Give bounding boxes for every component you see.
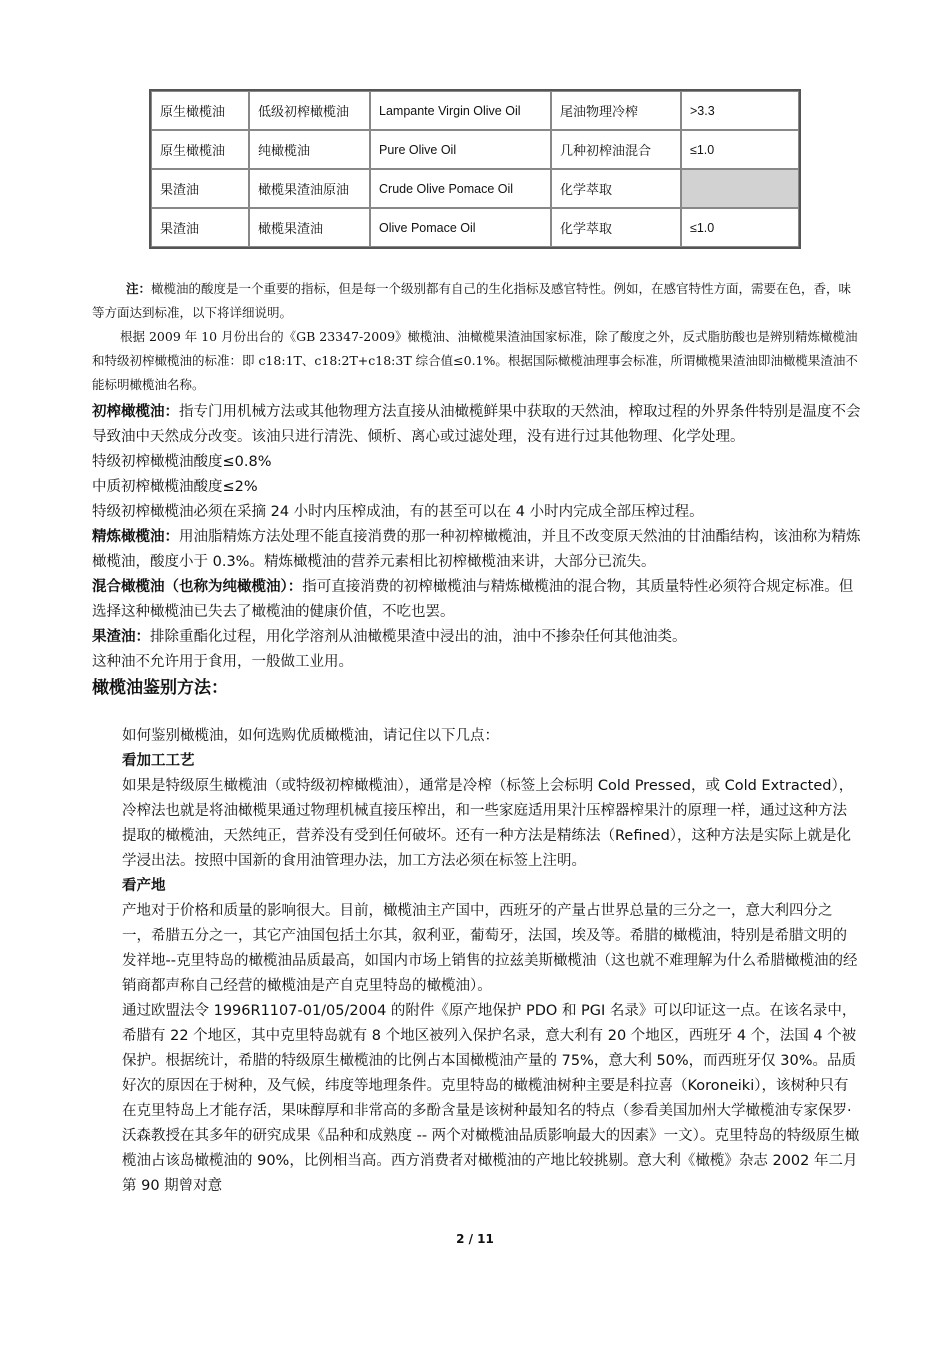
page-number: 2 / 11 bbox=[456, 1232, 494, 1246]
refined-text: 用油脂精炼方法处理不能直接消费的那一种初榨橄榄油，并且不改变原天然油的甘油酯结构，该油称为精炼橄榄油，酸度小于 0.3%。精炼橄榄油的营养元素相比初榨橄榄油来讲，大部分已流失。 bbox=[92, 529, 861, 570]
refined-label: 精炼橄榄油： bbox=[92, 529, 179, 545]
blended-label: 混合橄榄油（也称为纯橄榄油）： bbox=[92, 579, 303, 595]
medium-virgin-acidity: 中质初榨橄榄油酸度≤2% bbox=[92, 479, 258, 495]
table-cell: Lampante Virgin Olive Oil bbox=[370, 91, 551, 130]
blended-paragraph bbox=[92, 575, 862, 625]
pomace-paragraph bbox=[92, 625, 862, 650]
note-block bbox=[92, 277, 862, 397]
extra-virgin-acidity: 特级初榨橄榄油酸度≤0.8% bbox=[92, 454, 272, 470]
note-text: 橄榄油的酸度是一个重要的指标，但是每一个级别都有自己的生化指标及感官特性。例如，在感官特性方面，需要在色，香，味等方面达到标准，以下将详细说明。 bbox=[92, 281, 852, 320]
note-paragraph bbox=[92, 277, 862, 325]
origin-text-1: 产地对于价格和质量的影响很大。目前，橄榄油主产国中，西班牙的产量占世界总量的三分之一，意大利四分之一，希腊五分之一，其它产油国包括土尔其，叙利亚，葡萄牙，法国，埃及等。希腊的橄榄油，特别是希腊文明的发祥地--克里特岛的橄榄油品质最高，如国内市场上销售的拉兹美斯橄榄油（这也就不难理解为什么希腊橄榄油的经销商都声称自己经营的橄榄油是产自克里特岛的橄榄油）。 bbox=[122, 903, 858, 994]
process-heading: 看加工工艺 bbox=[122, 753, 195, 769]
table-cell: 橄榄果渣油 bbox=[249, 208, 370, 247]
olive-oil-grade-table bbox=[149, 89, 801, 249]
table-cell: 化学萃取 bbox=[551, 169, 681, 208]
table-row bbox=[151, 130, 799, 169]
pressing-time-note: 特级初榨橄榄油必须在采摘 24 小时内压榨成油，有的甚至可以在 4 小时内完成全部压榨过程。 bbox=[92, 504, 704, 520]
table-cell bbox=[681, 169, 799, 208]
definitions-block bbox=[92, 400, 862, 701]
table-cell: 原生橄榄油 bbox=[151, 91, 249, 130]
identify-intro: 如何鉴别橄榄油，如何选购优质橄榄油，请记住以下几点： bbox=[122, 728, 499, 744]
pomace-text: 排除重酯化过程，用化学溶剂从油橄榄果渣中浸出的油，油中不掺杂任何其他油类。 bbox=[150, 629, 687, 645]
table-cell: 尾油物理冷榨 bbox=[551, 91, 681, 130]
refined-paragraph bbox=[92, 525, 862, 575]
table-cell: 果渣油 bbox=[151, 169, 249, 208]
origin-text-2: 通过欧盟法令 1996R1107-01/05/2004 的附件《原产地保护 PDO 和 PGI 名录》可以印证这一点。在该名录中，希腊有 22 个地区，其中克里特岛就有 8 个地区被列入保护名录，意大利有 20 个地区，西班牙 4 个，法国 4 个被保护。根据统计，希腊的特级原生橄榄油的比例占本国橄榄油产量的 75%，意大利 50%，而西班牙仅 30%。品质好次的原因在于树种，及气候，纬度等地理条件。克里特岛的橄榄油树种主要是科拉喜（Koroneiki），该树种只有在克里特岛上才能存活，果味醇厚和非常高的多酚含量是该树种最知名的特点（参看美国加州大学橄榄油专家保罗·沃森教授在其多年的研究成果《品种和成熟度 -- 两个对橄榄油品质影响最大的因素》一文）。克里特岛的特级原生橄榄油占该岛橄榄油的 90%，比例相当高。西方消费者对橄榄油的产地比较挑剔。意大利《橄榄》杂志 2002 年二月第 90 期曾对意 bbox=[122, 1003, 860, 1194]
process-text: 如果是特级原生橄榄油（或特级初榨橄榄油），通常是冷榨（标签上会标明 Cold Pressed，或 Cold Extracted），冷榨法也就是将油橄榄果通过物理机械直接压榨出，和一些家庭适用果汁压榨器榨果汁的原理一样，通过这种方法提取的橄榄油，天然纯正，营养没有受到任何破坏。还有一种方法是精练法（Refined），这种方法是实际上就是化学浸出法。按照中国新的食用油管理办法，加工方法必须在标签上注明。 bbox=[122, 778, 854, 869]
table-cell: Olive Pomace Oil bbox=[370, 208, 551, 247]
pomace-label: 果渣油： bbox=[92, 629, 150, 645]
virgin-label: 初榨橄榄油： bbox=[92, 404, 179, 420]
table-cell: 橄榄果渣油原油 bbox=[249, 169, 370, 208]
table-row bbox=[151, 169, 799, 208]
pomace-usage-note: 这种油不允许用于食用，一般做工业用。 bbox=[92, 654, 353, 670]
virgin-paragraph bbox=[92, 400, 862, 450]
virgin-text: 指专门用机械方法或其他物理方法直接从油橄榄鲜果中获取的天然油，榨取过程的外界条件特别是温度不会导致油中天然成分改变。该油只进行清洗、倾析、离心或过滤处理，没有进行过其他物理、化学处理。 bbox=[92, 404, 861, 445]
gb-standard-paragraph: 根据 2009 年 10 月份出台的《GB 23347-2009》橄榄油、油橄榄果渣油国家标准，除了酸度之外，反式脂肪酸也是辨别精炼橄榄油和特级初榨橄榄油的标准：即 c18:1T、c18:2T+c18:3T 综合值≤0.1%。根据国际橄榄油理事会标准，所谓橄榄果渣油即油橄榄果渣油不能标明橄榄油名称。 bbox=[92, 329, 858, 392]
origin-heading: 看产地 bbox=[122, 878, 166, 894]
table-cell: 果渣油 bbox=[151, 208, 249, 247]
note-label: 注： bbox=[126, 281, 152, 296]
table-cell: Crude Olive Pomace Oil bbox=[370, 169, 551, 208]
blended-text: 指可直接消费的初榨橄榄油与精炼橄榄油的混合物，其质量特性必须符合规定标准。但选择这种橄榄油已失去了橄榄油的健康价值，不吃也罢。 bbox=[92, 579, 854, 620]
table-row bbox=[151, 91, 799, 130]
table-row bbox=[151, 208, 799, 247]
identify-heading: 橄榄油鉴别方法： bbox=[92, 678, 228, 698]
table-cell: ≤1.0 bbox=[681, 208, 799, 247]
table-cell: ≤1.0 bbox=[681, 130, 799, 169]
table-cell: Pure Olive Oil bbox=[370, 130, 551, 169]
table-cell: 低级初榨橄榄油 bbox=[249, 91, 370, 130]
table-cell: >3.3 bbox=[681, 91, 799, 130]
table-cell: 化学萃取 bbox=[551, 208, 681, 247]
table-cell: 纯橄榄油 bbox=[249, 130, 370, 169]
table-cell: 几种初榨油混合 bbox=[551, 130, 681, 169]
identify-block bbox=[122, 724, 860, 1199]
table-cell: 原生橄榄油 bbox=[151, 130, 249, 169]
